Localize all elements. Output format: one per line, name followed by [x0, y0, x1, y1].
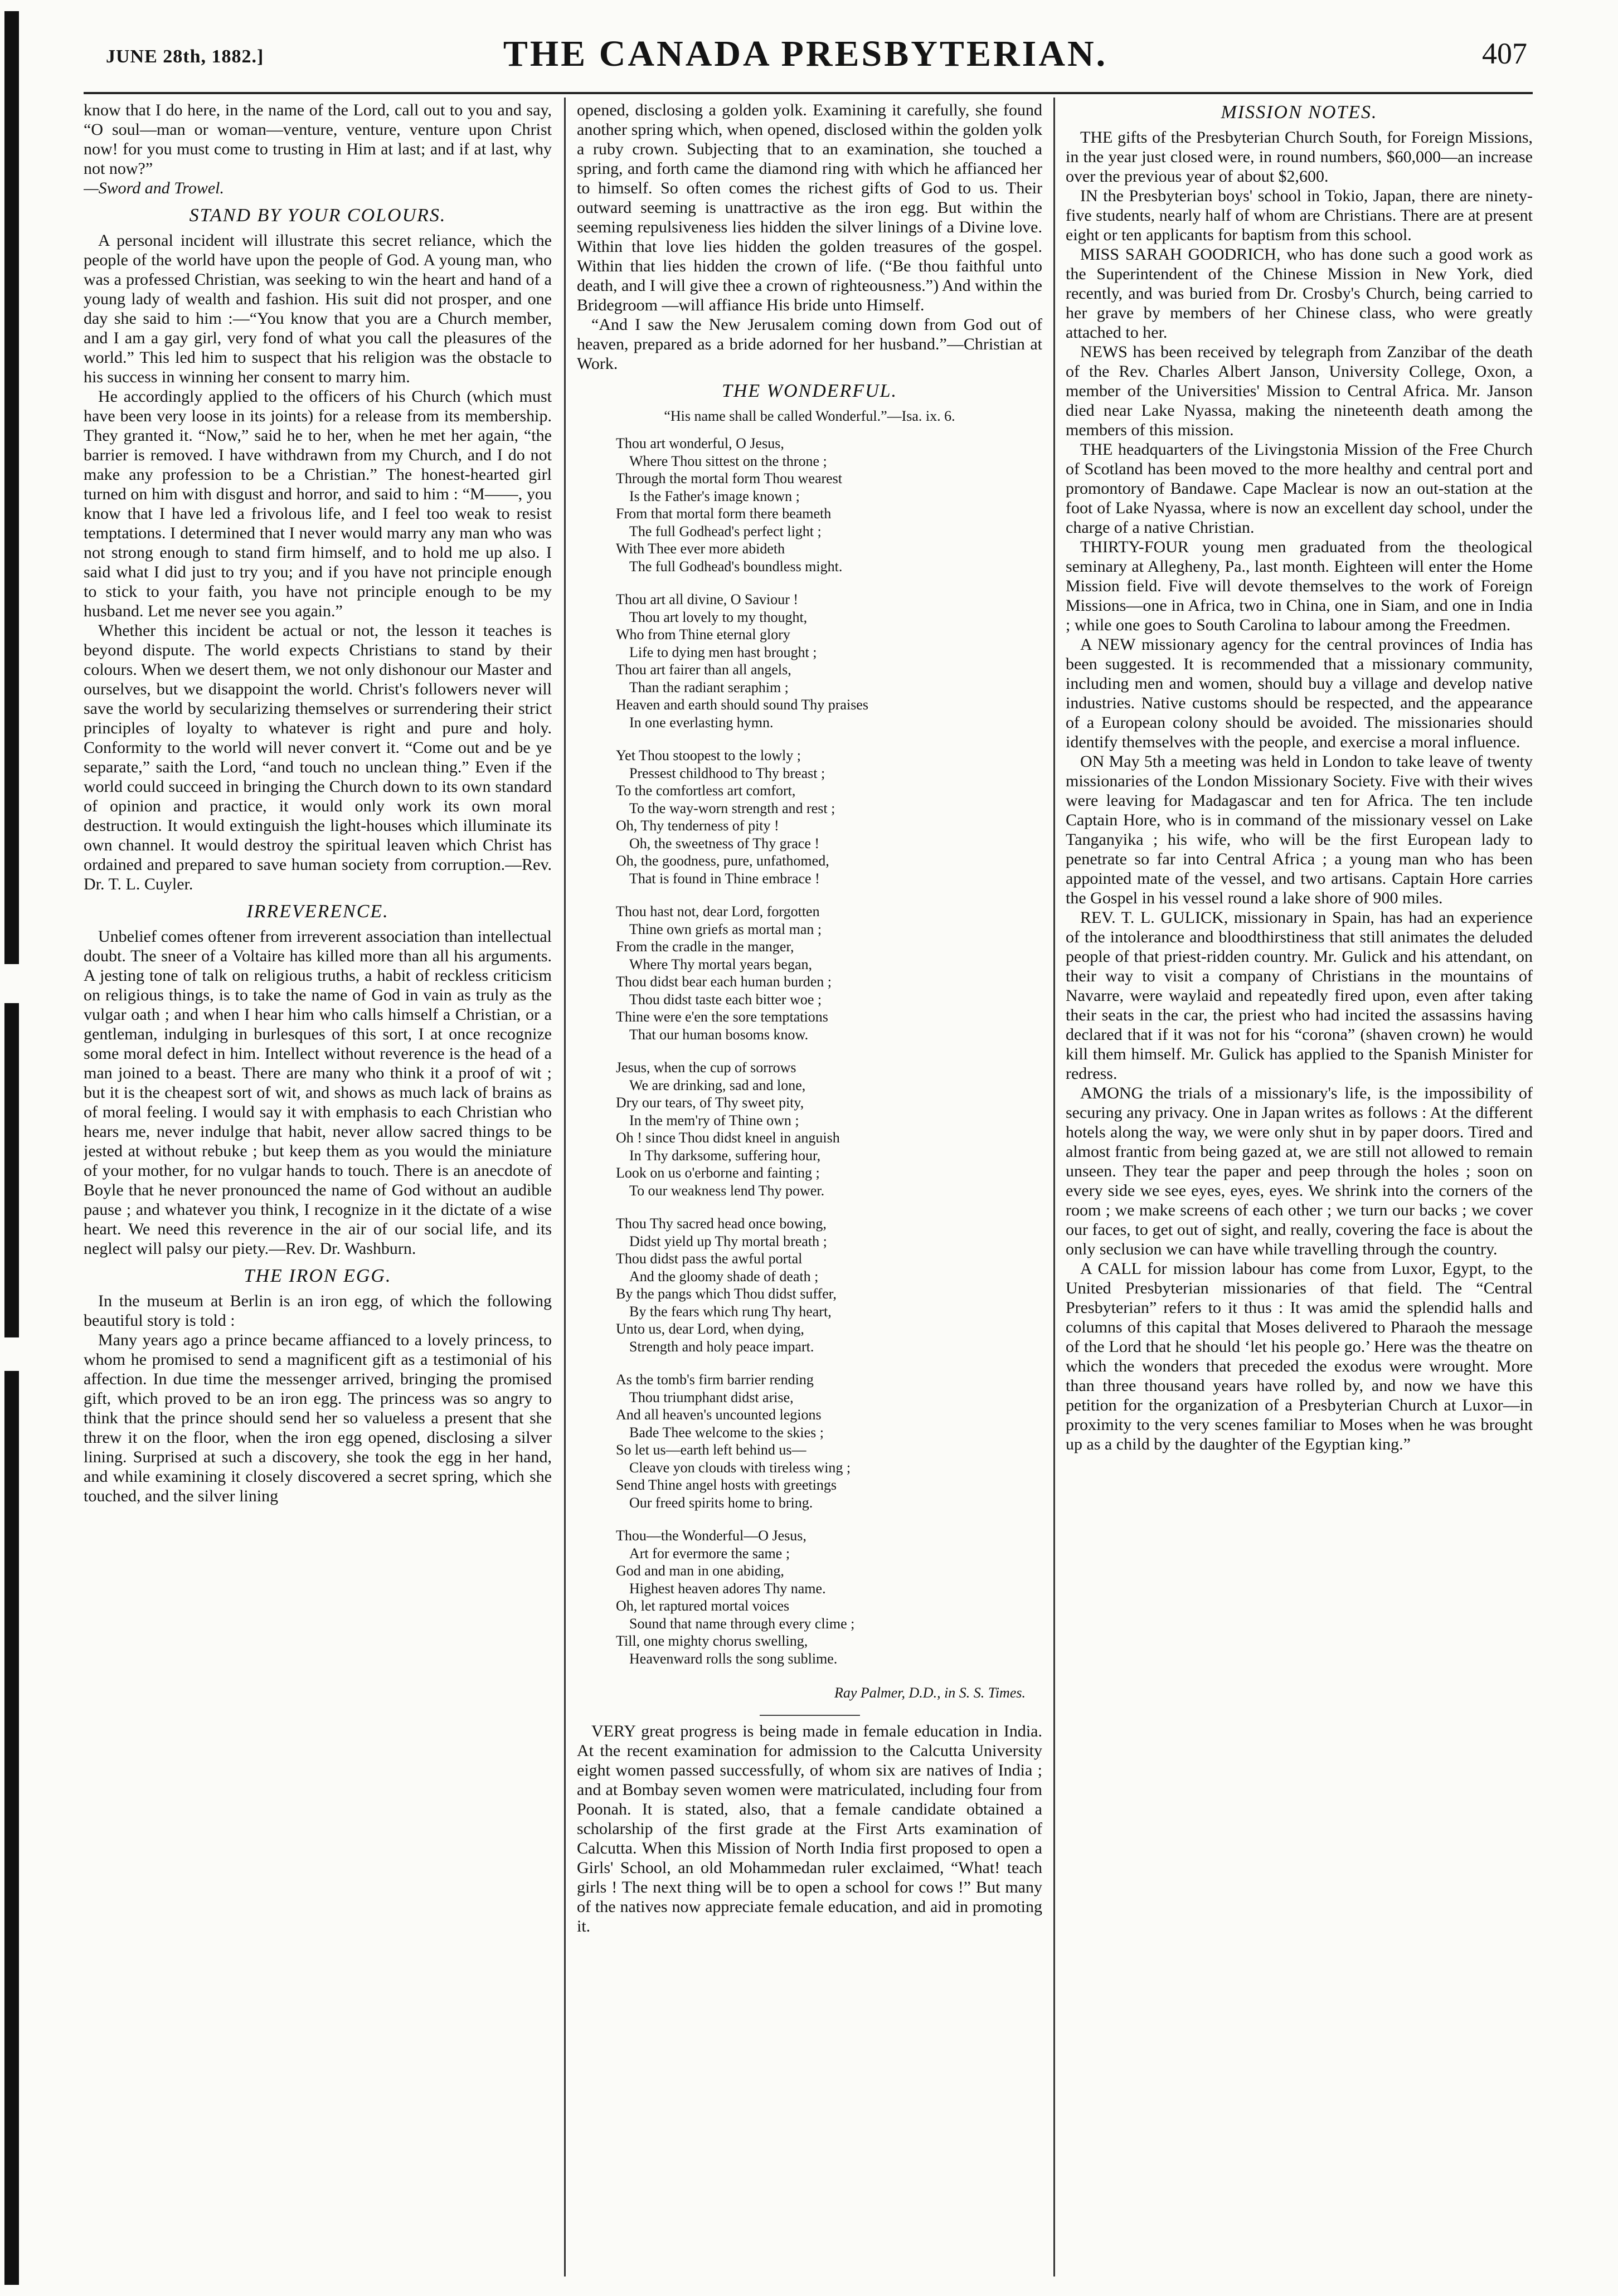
- poem-line: The full Godhead's boundless might.: [629, 558, 843, 575]
- poem-line: Yet Thou stoopest to the lowly ;: [616, 747, 801, 763]
- poem-stanza: [616, 1371, 1042, 1511]
- mission-note: THIRTY-FOUR young men graduated from the theological seminary at Allegheny, Pa., last month. Eighteen will enter the Home Mission field. Five will devote themselves to the work of Foreign Missions—one in Africa, two in China, one in Siam, and one in India ; while one goes to South Carolina to labour among the Freedmen.: [1066, 538, 1533, 634]
- poem-line: Strength and holy peace impart.: [629, 1338, 814, 1355]
- poem-line: Jesus, when the cup of sorrows: [616, 1059, 796, 1076]
- poem-attribution: Ray Palmer, D.D., in S. S. Times.: [834, 1685, 1026, 1701]
- masthead: [84, 31, 1527, 86]
- poem-line: Where Thou sittest on the throne ;: [629, 453, 827, 469]
- paragraph: In the museum at Berlin is an iron egg, of which the following beautiful story is told :: [84, 1292, 552, 1330]
- mission-note: A NEW missionary agency for the central provinces of India has been suggested. It is recommended that a missionary community, including men and women, should buy a village and develop native industries. Native customs should be respected, and the appearance of a European colony should be avoided. The missionaries should identify themselves with the people, and exercise a moral influence.: [1066, 635, 1533, 751]
- page-number: 407: [1482, 37, 1527, 70]
- poem-line: To the comfortless art comfort,: [616, 782, 796, 799]
- poem-line: Oh ! since Thou didst kneel in anguish: [616, 1130, 840, 1146]
- paragraph: A personal incident will illustrate this secret reliance, which the people of the world have upon the people of God. A young man, who was a professed Christian, was seeking to win the heart and hand of a young lady of wealth and fashion. His suit did not prosper, and one day she said to him :—“You know that you are a Church member, and I am a gay girl, very fond of what you call the pleasures of the world.” This led him to suspect that his religion was the obstacle to his success in winning her consent to marry him.: [84, 231, 552, 386]
- poem-line: Thou art fairer than all angels,: [616, 661, 791, 678]
- mission-note: THE gifts of the Presbyterian Church South, for Foreign Missions, in the year just closed were, in round numbers, $60,000—an increase over the previous year of about $2,600.: [1066, 128, 1533, 186]
- poem-line: Sound that name through every clime ;: [629, 1615, 855, 1632]
- poem-line: Is the Father's image known ;: [629, 488, 800, 504]
- column-3: [1066, 100, 1533, 2279]
- paragraph: opened, disclosing a golden yolk. Examining it carefully, she found another spring which, when opened, disclosed within the golden yolk a ruby crown. Subjecting that to an examination, she touched a spring, and forth came the diamond ring with which he affianced her to himself. So often comes the richest gifts of God to us. Their outward seeming is unattractive as the iron egg. But within the seeming repulsiveness lies hidden the silver linings of a Divine love. Within that love lies hidden the golden treasures of the gospel. Within that lies hidden the crown of life. (“Be thou faithful unto death, and I will give thee a crown of righteousness.”) And within the Bridegroom —will affiance His bride unto Himself.: [577, 101, 1042, 314]
- poem-line: Heaven and earth should sound Thy praises: [616, 697, 868, 713]
- issue-date: JUNE 28th, 1882.]: [106, 46, 264, 67]
- poem-line: Oh, let raptured mortal voices: [616, 1598, 790, 1614]
- mission-note: IN the Presbyterian boys' school in Tokio, Japan, there are ninety-five students, nearly half of whom are Christians. There are at present eight or ten applicants for baptism from this school.: [1066, 187, 1533, 244]
- poem-line: Thine own griefs as mortal man ;: [629, 921, 822, 937]
- mission-note: A CALL for mission labour has come from Luxor, Egypt, to the United Presbyterian missionaries of that field. The “Central Presbyterian” refers to it thus : It was amid the splendid halls and columns of this capital that Moses delivered to Pharaoh the message of the Lord that he should ‘let his people go.’ Here was the theatre on which the wonders that preceded the exodus were wrought. More than three thousand years have rolled by, and now we have this petition for the organization of a Presbyterian Church at Luxor—in proximity to the very scenes familiar to Moses when he was brought up as a child by the daughter of the Egyptian king.”: [1066, 1259, 1533, 1453]
- paragraph: Unbelief comes oftener from irreverent association than intellectual doubt. The sneer of a Voltaire has killed more than all his arguments. A jesting tone of talk on religious truths, a habit of reckless criticism on religious things, is to take the name of God in vain as truly as the vulgar oath ; and when I hear him who calls himself a Christian, or a gentleman, indulging in burlesques of this sort, I at once recognize some moral defect in him. Intellect without reverence is the head of a man joined to a beast. There are many who think it a proof of wit ; but it is the cheapest sort of wit, and shows as much lack of brains as of moral feeling. I would say it with emphasis to each Christian who hears me, never indulge that habit, never allow sacred things to be jested at without rebuke ; but keep them as you would the miniature of your mother, for no vulgar hands to touch. There is an anecdote of Boyle that he never pronounced the name of God without an audible pause ; and whatever you think, I recognize in it the dictate of a wise heart. We need this reverence in the air of our social life, and its neglect will palsy our piety.—Rev. Dr. Washburn.: [84, 927, 552, 1258]
- poem-line: Oh, Thy tenderness of pity !: [616, 818, 779, 834]
- poem-line: To our weakness lend Thy power.: [629, 1182, 825, 1199]
- poem-line: From the cradle in the manger,: [616, 938, 794, 955]
- poem-line: That is found in Thine embrace !: [629, 870, 820, 887]
- mission-note: NEWS has been received by telegraph from Zanzibar of the death of the Rev. Charles Albert Janson, University College, Oxon, a member of the Universities' Mission to Central Africa. Mr. Janson died near Lake Nyassa, making the nineteenth death among the members of this mission.: [1066, 343, 1533, 439]
- mission-note: REV. T. L. GULICK, missionary in Spain, has had an experience of the intolerance and bloodthirstiness that still animates the deluded people of that priest-ridden country. Mr. Gulick and his attendant, on their way to visit a company of Christians in the mountains of Navarre, were waylaid and repeatedly fired upon, even after taking their seats in the car, the priest who had incited the assassins having declared that if it was not for his “corona” (shaven crown) he would kill them himself. Mr. Gulick has applied to the Spanish Minister for redress.: [1066, 908, 1533, 1083]
- paragraph: Many years ago a prince became affianced to a lovely princess, to whom he promised to send a magnificent gift as a testimonial of his affection. In due time the messenger arrived, bringing the promised gift, which proved to be an iron egg. The princess was so angry to think that the prince should send her so valueless a present that she threw it on the floor, when the iron egg opened, disclosing a silver lining. Surprised at such a discovery, she took the egg in her hand, and while examining it closely discovered a secret spring, which she touched, and the silver lining: [84, 1331, 552, 1505]
- poem-line: Than the radiant seraphim ;: [629, 679, 789, 695]
- poem-line: Heavenward rolls the song sublime.: [629, 1650, 838, 1667]
- paragraph: Whether this incident be actual or not, the lesson it teaches is beyond dispute. The world expects Christians to stand by their colours. When we desert them, we not only dishonour our Master and ourselves, but we disappoint the world. Christ's followers never will save the world by secularizing themselves or surrendering their strict principles of loyalty to whatever is right and pure and holy. Conformity to the world will never convert it. “Come out and be ye separate,” saith the Lord, “and touch no unclean thing.” Even if the world could succeed in bringing the Church down to its own standard of opinion and practice, it would only work its own moral destruction. It would extinguish the light-houses which illuminate its own channel. It would destroy the spiritual leaven which Christ has ordained and prepared to save human society from corruption.—Rev. Dr. T. L. Cuyler.: [84, 621, 552, 893]
- poem-line: In the mem'ry of Thine own ;: [629, 1112, 799, 1128]
- poem-stanza: [616, 435, 1042, 575]
- poem-line: Thou art all divine, O Saviour !: [616, 591, 799, 607]
- poem-line: Thou—the Wonderful—O Jesus,: [616, 1528, 806, 1544]
- poem-line: Thou didst taste each bitter woe ;: [629, 991, 822, 1008]
- poem-stanza: [616, 591, 1042, 731]
- article-continuation: know that I do here, in the name of the Lord, call out to you and say, “O soul—man or woman—venture, venture, venture upon Christ now! for you must come to trusting in Him at last; and if at last, why not now?”: [84, 101, 552, 178]
- poem-line: Oh, the goodness, pure, unfathomed,: [616, 853, 829, 869]
- poem-line: Highest heaven adores Thy name.: [629, 1580, 826, 1597]
- poem-line: So let us—earth left behind us—: [616, 1442, 806, 1458]
- mission-note: THE headquarters of the Livingstonia Mission of the Free Church of Scotland has been moved to the more healthy and central port and promontory of Bandawe. Cape Maclear is now an out-station at the foot of Lake Nyassa, where is now an excellent day school, under the charge of a native Christian.: [1066, 440, 1533, 537]
- poem-line: By the pangs which Thou didst suffer,: [616, 1286, 837, 1302]
- poem-line: Thou didst bear each human burden ;: [616, 974, 832, 990]
- poem-line: Pressest childhood to Thy breast ;: [629, 765, 825, 781]
- poem-line: Oh, the sweetness of Thy grace !: [629, 835, 820, 852]
- column-1: [84, 100, 552, 2279]
- poem-line: God and man in one abiding,: [616, 1563, 784, 1579]
- mission-note: ON May 5th a meeting was held in London to take leave of twenty missionaries of the London Missionary Society. Five with their wives were leaving for Madagascar and ten for Africa. The ten include Captain Hore, who is in command of the missionary vessel on Lake Tanganyika ; his wife, who will be the first European lady to penetrate so far into Central Africa ; a young man who has been appointed mate of the vessel, and two artisans. Captain Hore carries the Gospel in his vessel round a lake shore of 900 miles.: [1066, 752, 1533, 907]
- mission-note: AMONG the trials of a missionary's life, is the impossibility of securing any privacy. One in Japan writes as follows : At the different hotels along the way, we were only shut in by paper doors. Tired and almost frantic from being gazed at, we are still not allowed to remain unseen. They tear the paper and peep through the holes ; soon on every side we see eyes, eyes, eyes. We shrink into the corners of the room ; we make screens of each other ; we turn our backs ; we cover our faces, to get out of sight, and really, covering the face is about the only seclusion we can have while travelling through the country.: [1066, 1084, 1533, 1258]
- section-heading: MISSION NOTES.: [1221, 102, 1378, 123]
- poem-line: And all heaven's uncounted legions: [616, 1407, 822, 1423]
- poem-heading: THE WONDERFUL.: [721, 381, 898, 401]
- poem-line: Thou Thy sacred head once bowing,: [616, 1215, 827, 1232]
- article-heading: STAND BY YOUR COLOURS.: [189, 205, 446, 226]
- poem-line: In Thy darksome, suffering hour,: [629, 1147, 821, 1164]
- poem-line: Send Thine angel hosts with greetings: [616, 1477, 837, 1493]
- article-heading: THE IRON EGG.: [244, 1266, 392, 1286]
- poem-epigraph: “His name shall be called Wonderful.”—Isa. ix. 6.: [664, 408, 955, 424]
- poem-line: Thou art wonderful, O Jesus,: [616, 435, 784, 451]
- poem-line: Thine were e'en the sore temptations: [616, 1009, 828, 1025]
- poem-line: In one everlasting hymn.: [629, 714, 774, 731]
- poem-line: That our human bosoms know.: [629, 1026, 809, 1043]
- section-rule: [760, 1715, 860, 1716]
- poem-line: Thou art lovely to my thought,: [629, 609, 808, 625]
- poem-line: To the way-worn strength and rest ;: [629, 800, 835, 816]
- poem-line: Unto us, dear Lord, when dying,: [616, 1321, 804, 1337]
- paragraph: He accordingly applied to the officers of his Church (which must have been very loose in its joints) for a release from its membership. They granted it. “Now,” said he to her, when he met her again, “the barrier is removed. I have withdrawn from my Church, and I do not make any profession to be a Christian.” The honest-hearted girl turned on him with disgust and horror, and said to him : “M——, you know that I have led a frivolous life, and I feel too weak to resist temptations. I determined that I never would marry any man who was not strong enough to stand firm himself, and to hold me up also. I said what I did just to try you; and if you have not principle enough to stick to your faith, you have not principle enough to be my husband. Let me never see you again.”: [84, 387, 552, 620]
- poem-stanza: [616, 1215, 1042, 1355]
- poem: [616, 435, 1042, 1667]
- poem-line: Thou didst pass the awful portal: [616, 1251, 803, 1267]
- poem-line: Where Thy mortal years began,: [629, 956, 812, 972]
- article-heading: IRREVERENCE.: [246, 901, 389, 922]
- poem-line: Art for evermore the same ;: [629, 1545, 790, 1562]
- article-source: —Sword and Trowel.: [84, 179, 224, 197]
- column-rule: [564, 98, 566, 2276]
- column-2: [577, 100, 1042, 2279]
- poem-line: From that mortal form there beameth: [616, 505, 832, 522]
- binding-edge: [4, 11, 19, 2285]
- poem-line: As the tomb's firm barrier rending: [616, 1371, 814, 1388]
- poem-line: Look on us o'erborne and fainting ;: [616, 1165, 820, 1181]
- poem-line: Cleave yon clouds with tireless wing ;: [629, 1459, 851, 1476]
- poem-stanza: [616, 1059, 1042, 1199]
- mission-note: MISS SARAH GOODRICH, who has done such a good work as the Superintendent of the Chinese Mission in New York, died recently, and was buried from Dr. Crosby's Church, being carried to her grave by members of her Chinese class, who were greatly attached to her.: [1066, 245, 1533, 342]
- poem-line: Through the mortal form Thou wearest: [616, 470, 843, 487]
- poem-line: The full Godhead's perfect light ;: [629, 523, 822, 539]
- poem-line: Bade Thee welcome to the skies ;: [629, 1424, 824, 1441]
- poem-stanza: [616, 747, 1042, 887]
- poem-line: Didst yield up Thy mortal breath ;: [629, 1233, 827, 1249]
- poem-line: Who from Thine eternal glory: [616, 626, 790, 643]
- paragraph: VERY great progress is being made in female education in India. At the recent examination for admission to the Calcutta University eight women passed successfully, of whom six are natives of India ; and at Bombay seven women were matriculated, including four from Poonah. It is stated, also, that a female candidate obtained a scholarship of the first grade at the First Arts examination of Calcutta. When this Mission of North India first proposed to open a Girls' School, an old Mohammedan ruler exclaimed, “What! teach girls ! The next thing will be to open a school for cows !” But many of the natives now appreciate female education, and aid in promoting it.: [577, 1722, 1042, 1935]
- poem-stanza: [616, 903, 1042, 1043]
- poem-line: Dry our tears, of Thy sweet pity,: [616, 1095, 804, 1111]
- poem-line: Thou hast not, dear Lord, forgotten: [616, 903, 820, 920]
- poem-line: We are drinking, sad and lone,: [629, 1077, 806, 1093]
- poem-line: And the gloomy shade of death ;: [629, 1268, 819, 1285]
- poem-line: Till, one mighty chorus swelling,: [616, 1633, 808, 1649]
- paragraph: “And I saw the New Jerusalem coming down from God out of heaven, prepared as a bride adorned for her husband.”—Christian at Work.: [577, 315, 1042, 373]
- poem-stanza: [616, 1527, 1042, 1667]
- poem-line: With Thee ever more abideth: [616, 541, 785, 557]
- header-rule: [84, 92, 1533, 94]
- newspaper-title: THE CANADA PRESBYTERIAN.: [503, 33, 1108, 74]
- column-rule: [1053, 98, 1055, 2276]
- poem-line: Our freed spirits home to bring.: [629, 1494, 813, 1511]
- poem-line: Thou triumphant didst arise,: [629, 1389, 794, 1405]
- poem-line: By the fears which rung Thy heart,: [629, 1303, 832, 1320]
- poem-line: Life to dying men hast brought ;: [629, 644, 817, 660]
